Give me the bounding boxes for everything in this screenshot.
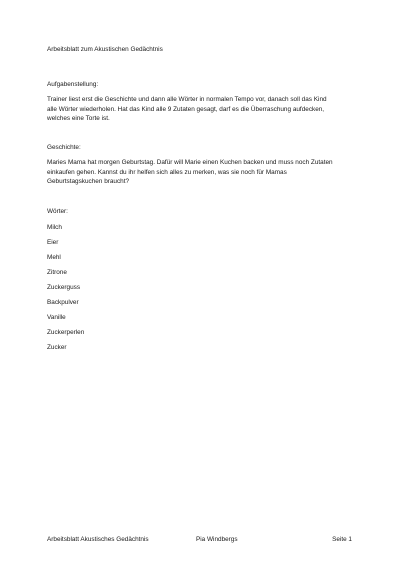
word-item: Vanille: [47, 314, 66, 321]
footer-author: Pia Windbergs: [196, 536, 238, 543]
footer-page-number: Seite 1: [332, 536, 352, 543]
story-line: Maries Mama hat morgen Geburtstag. Dafür will Marie einen Kuchen backen und muss noch Zutaten: [47, 159, 333, 166]
task-line: Trainer liest erst die Geschichte und dann alle Wörter in normalen Tempo vor, danach soll das Kind: [47, 96, 327, 103]
word-item: Backpulver: [47, 299, 79, 306]
task-heading: Aufgabenstellung:: [47, 81, 99, 88]
story-line: einkaufen gehen. Kannst du ihr helfen sich alles zu merken, was sie noch für Mamas: [47, 168, 287, 176]
task-line: alle Wörter wiederholen. Hat das Kind alle 9 Zutaten gesagt, darf es die Überraschung aufdecken,: [47, 105, 325, 113]
word-item: Zuckerperlen: [47, 329, 85, 336]
word-item: Mehl: [47, 254, 61, 261]
word-item: Zuckerguss: [47, 284, 81, 291]
task-line: welches eine Torte ist.: [47, 115, 110, 123]
task-description: [47, 95, 359, 124]
story-text: [47, 158, 359, 187]
word-item: Milch: [47, 224, 62, 231]
word-item: Zitrone: [47, 269, 67, 276]
word-item: Zucker: [47, 344, 67, 351]
document-title: Arbeitsblatt zum Akustischen Gedächtnis: [47, 46, 163, 53]
footer-document-name: Arbeitsblatt Akustisches Gedächtnis: [47, 536, 149, 543]
story-line: Geburtstagskuchen braucht?: [47, 178, 130, 186]
words-heading: Wörter:: [47, 208, 68, 215]
word-item: Eier: [47, 239, 59, 246]
story-heading: Geschichte:: [47, 144, 81, 151]
